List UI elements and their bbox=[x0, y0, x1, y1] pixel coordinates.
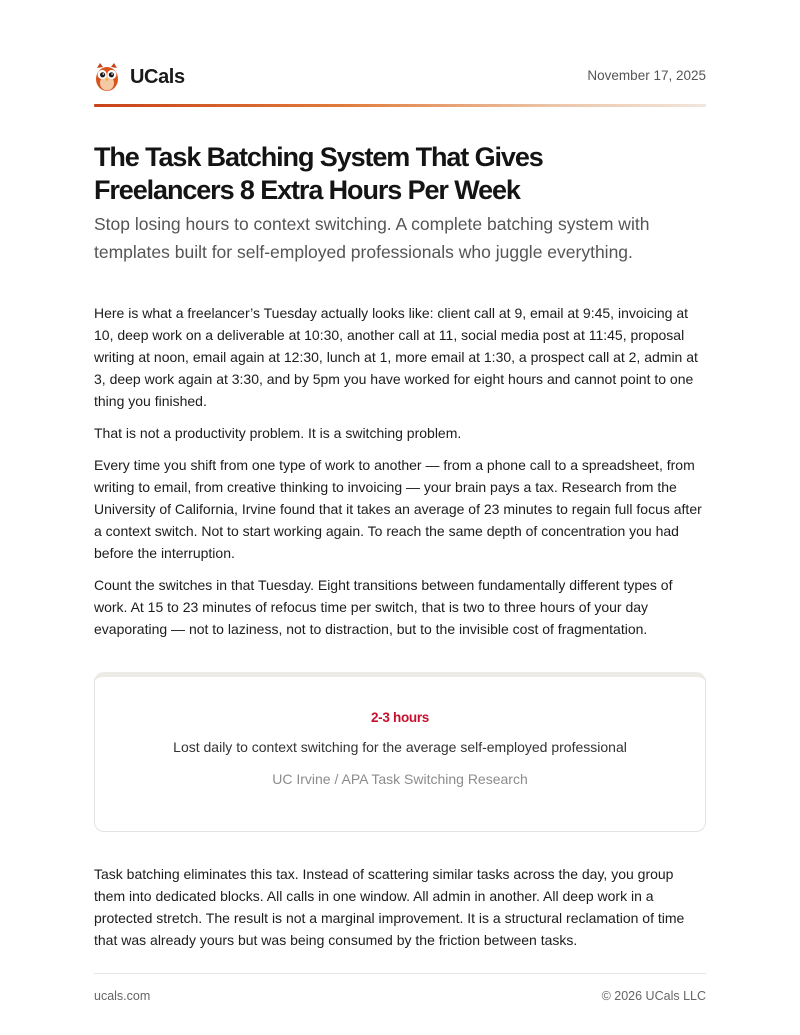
paragraph: Count the switches in that Tuesday. Eight transitions between fundamentally different types of work. At 15 to 23 minutes of refocus time per switch, that is two to three hours of your day evaporating — not to laziness, not to distraction, but to the invisible cost of fragmentation. bbox=[94, 577, 673, 637]
footer-copyright: © 2026 UCals LLC bbox=[601, 989, 706, 1003]
owl-icon bbox=[94, 62, 120, 92]
footer-divider bbox=[94, 973, 706, 974]
paragraph: Every time you shift from one type of work to another — from a phone call to a spreadsheet, from writing to email, from creative thinking to invoicing — your brain pays a tax. Research from the University of California, Irvine found that it takes an average of 23 minutes to regain full focus after a context switch. Not to start working again. To reach the same depth of concentration you had before the interruption. bbox=[94, 457, 702, 561]
stat-callout bbox=[94, 672, 706, 832]
document-page bbox=[94, 0, 706, 1035]
publish-date: November 17, 2025 bbox=[587, 68, 706, 83]
brand-logo[interactable] bbox=[94, 62, 185, 92]
brand-name: UCals bbox=[130, 65, 185, 88]
stat-value: 2-3 hours bbox=[370, 710, 430, 725]
closing-paragraph: Task batching eliminates this tax. Instead of scattering similar tasks across the day, you group them into dedicated blocks. All calls in one window. All admin in another. All deep work in a protected stretch. The result is not a marginal improvement. It is a structural reclamation of time that was already yours but was being consumed by the friction between tasks. bbox=[94, 866, 685, 948]
header-divider bbox=[94, 104, 706, 107]
article-body bbox=[94, 302, 706, 650]
footer-site-link[interactable]: ucals.com bbox=[94, 989, 151, 1003]
paragraph: Here is what a freelancer’s Tuesday actually looks like: client call at 9, email at 9:45, invoicing at 10, deep work on a deliverable at 10:30, another call at 11, social media post at 11:45, proposal writing at noon, email again at 12:30, lunch at 1, more email at 1:30, a prospect call at 2, admin at 3, deep work again at 3:30, and by 5pm you have worked for eight hours and cannot point to one thing you finished. bbox=[94, 305, 698, 409]
article-subtitle: Stop losing hours to context switching. A complete batching system with templates built for self-employed professionals who juggle everything. bbox=[94, 214, 650, 262]
title-line-2: Freelancers 8 Extra Hours Per Week bbox=[94, 175, 520, 205]
stat-label: Lost daily to context switching for the average self-employed professional bbox=[173, 739, 627, 755]
article-title bbox=[94, 141, 706, 207]
stat-source: UC Irvine / APA Task Switching Research bbox=[272, 771, 528, 787]
title-line-1: The Task Batching System That Gives bbox=[94, 142, 543, 172]
page-header bbox=[94, 60, 706, 94]
paragraph: That is not a productivity problem. It is a switching problem. bbox=[94, 425, 462, 441]
